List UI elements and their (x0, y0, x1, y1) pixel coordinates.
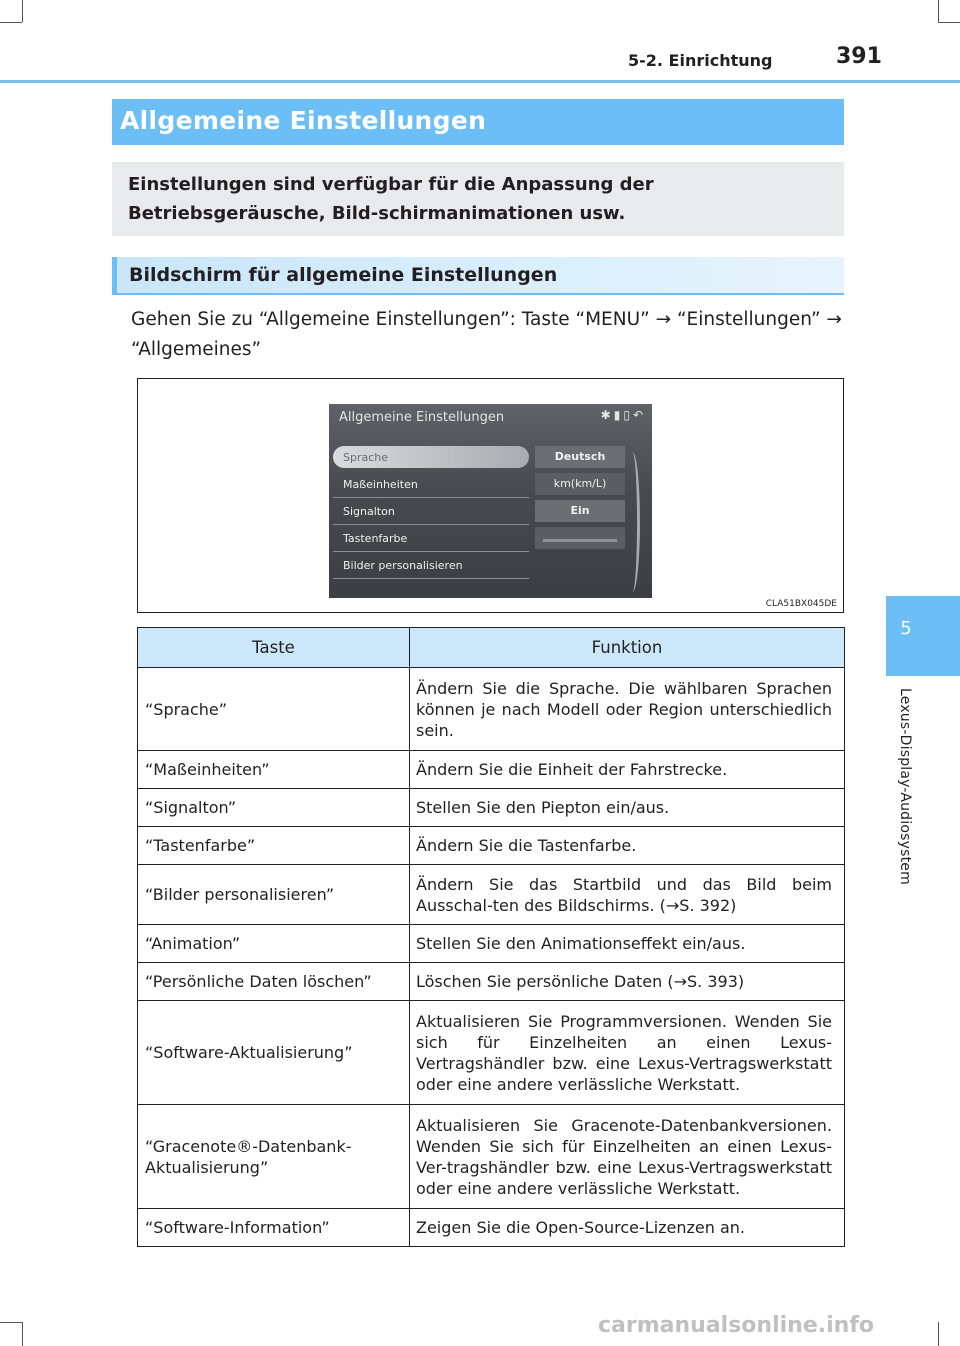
intro-box (112, 162, 844, 236)
watermark: carmanualsonline.info (598, 1313, 874, 1338)
table-row (138, 925, 845, 963)
table-row (138, 963, 845, 1001)
chapter-label: Lexus-Display-Audiosystem (897, 688, 913, 885)
taste-cell: “Tastenfarbe” (138, 827, 410, 865)
taste-cell: “Signalton” (138, 789, 410, 827)
page-number: 391 (836, 44, 882, 69)
screen-row-masseinheiten[interactable] (333, 473, 529, 495)
screen-value-masseinheiten: km(km/L) (535, 473, 625, 495)
intro-text: Einstellungen sind verfügbar für die Anpassung der Betriebsgeräusche, Bild-schirmanimationen usw. (128, 174, 654, 224)
crop-mark (22, 0, 23, 22)
screen-row-tastenfarbe[interactable] (333, 527, 529, 549)
funktion-cell: Ändern Sie die Tastenfarbe. (410, 827, 845, 865)
taste-cell: “Software-Aktualisierung” (138, 1001, 410, 1105)
subheading: Bildschirm für allgemeine Einstellungen (129, 264, 558, 286)
crop-mark (0, 22, 22, 23)
funktion-cell: Stellen Sie den Piepton ein/aus. (410, 789, 845, 827)
screen-title: Allgemeine Einstellungen (339, 410, 505, 425)
funktion-cell: Ändern Sie das Startbild und das Bild beim Ausschal-ten des Bildschirms. (→S. 392) (410, 865, 845, 925)
screen-row-label: Tastenfarbe (343, 532, 408, 545)
back-icon[interactable]: ↶ (632, 408, 646, 422)
crop-mark (938, 22, 960, 23)
header-rule (0, 80, 960, 83)
taste-cell: “Animation” (138, 925, 410, 963)
table-row (138, 1001, 845, 1105)
taste-cell: “Software-Information” (138, 1209, 410, 1247)
table-row (138, 668, 845, 751)
crop-mark (22, 1322, 23, 1346)
crop-mark (938, 0, 939, 22)
screen-row-label: Sprache (343, 451, 389, 464)
screen-row-sprache[interactable] (333, 446, 529, 468)
screen-row-label: Signalton (343, 505, 395, 518)
table-row (138, 865, 845, 925)
screen-row-label: Maßeinheiten (343, 478, 418, 491)
function-table (137, 627, 845, 1247)
funktion-cell: Ändern Sie die Sprache. Die wählbaren Sprachen können je nach Modell oder Region unterschiedlich sein. (410, 668, 845, 751)
funktion-cell: Aktualisieren Sie Programmversionen. Wenden Sie sich für Einzelheiten an einen Lexus-Vertragshändler bzw. eine Lexus-Vertragswerkstatt oder eine andere verlässliche Werkstatt. (410, 1001, 845, 1105)
status-icons (601, 408, 646, 422)
taste-cell: “Bilder personalisieren” (138, 865, 410, 925)
column-header-funktion: Funktion (410, 628, 845, 668)
bluetooth-icon: ✱ (600, 408, 614, 422)
signal-icon: ▮ (613, 408, 624, 422)
funktion-cell: Zeigen Sie die Open-Source-Lizenzen an. (410, 1209, 845, 1247)
taste-cell: “Persönliche Daten löschen” (138, 963, 410, 1001)
chapter-tab (886, 596, 960, 676)
scroll-indicator[interactable] (625, 452, 640, 592)
funktion-cell: Löschen Sie persönliche Daten (→S. 393) (410, 963, 845, 1001)
screen-value-tastenfarbe (535, 527, 625, 549)
screen-value-sprache: Deutsch (535, 446, 625, 468)
section-title: 5-2. Einrichtung (628, 51, 773, 70)
taste-cell: “Maßeinheiten” (138, 751, 410, 789)
table-row (138, 789, 845, 827)
table-row (138, 1105, 845, 1209)
navigation-instructions: Gehen Sie zu “Allgemeine Einstellungen”: Taste “MENU” → “Einstellungen” → “Allgemeines” (131, 309, 842, 360)
chapter-number: 5 (900, 618, 912, 639)
table-row (138, 751, 845, 789)
column-header-taste: Taste (138, 628, 410, 668)
screen-row-signalton[interactable] (333, 500, 529, 522)
table-header-row (138, 628, 845, 668)
battery-icon: ▯ (623, 408, 633, 422)
color-swatch (543, 539, 617, 542)
taste-cell: “Gracenote®-Datenbank-Aktualisierung” (138, 1105, 410, 1209)
funktion-cell: Aktualisieren Sie Gracenote-Datenbankversionen. Wenden Sie sich für Einzelheiten an einen Lexus-Ver-tragshändler bzw. eine Lexus-Vertragswerkstatt oder eine andere verlässliche Werkstatt. (410, 1105, 845, 1209)
crop-mark (938, 1322, 939, 1346)
screen-row-bilder[interactable] (333, 554, 529, 576)
subheading-bar (112, 257, 844, 295)
funktion-cell: Stellen Sie den Animationseffekt ein/aus. (410, 925, 845, 963)
screen-row-label: Bilder personalisieren (343, 559, 463, 572)
page-title-bar (112, 99, 844, 145)
crop-mark (0, 1322, 22, 1323)
page-title: Allgemeine Einstellungen (120, 106, 487, 135)
taste-cell: “Sprache” (138, 668, 410, 751)
table-row (138, 827, 845, 865)
screen-value-signalton: Ein (535, 500, 625, 522)
figure-code: CLA51BX045DE (765, 599, 837, 609)
screen-figure (137, 378, 844, 613)
settings-screen (329, 404, 652, 598)
table-row (138, 1209, 845, 1247)
funktion-cell: Ändern Sie die Einheit der Fahrstrecke. (410, 751, 845, 789)
